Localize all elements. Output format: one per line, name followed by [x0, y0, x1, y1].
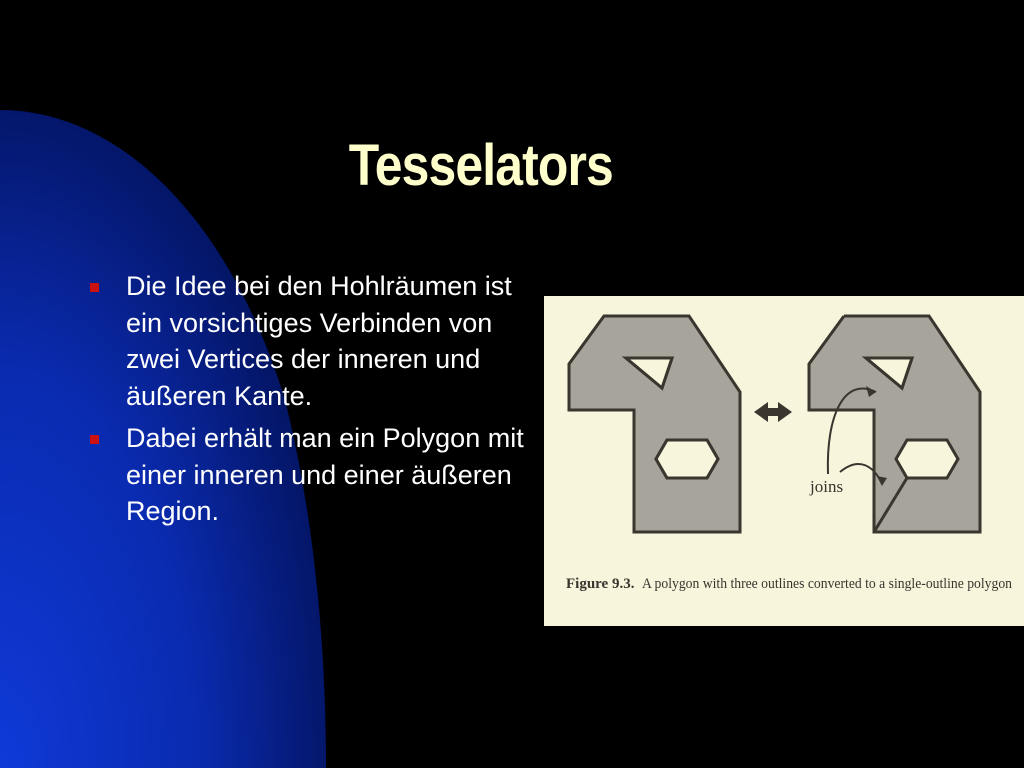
- joins-label: joins: [810, 477, 844, 496]
- bullet-square-icon: [90, 435, 99, 444]
- bullet-text: Die Idee bei den Hohlräumen ist ein vorsichtiges Verbinden von zwei Vertices der inneren und äußeren Kante.: [126, 271, 512, 411]
- figure-caption-text: A polygon with three outlines converted to a single-outline polygon: [642, 576, 1013, 592]
- bullet-list: [86, 268, 526, 536]
- figure-caption-number: Figure 9.3.: [566, 576, 635, 592]
- bullet-item: [86, 268, 526, 414]
- bullet-text: Dabei erhält man ein Polygon mit einer inneren und einer äußeren Region.: [126, 423, 524, 526]
- bullet-item: [86, 420, 526, 530]
- slide-title: Tesselators: [348, 133, 613, 198]
- bullet-square-icon: [90, 283, 99, 292]
- polygon-figure: [544, 296, 1024, 626]
